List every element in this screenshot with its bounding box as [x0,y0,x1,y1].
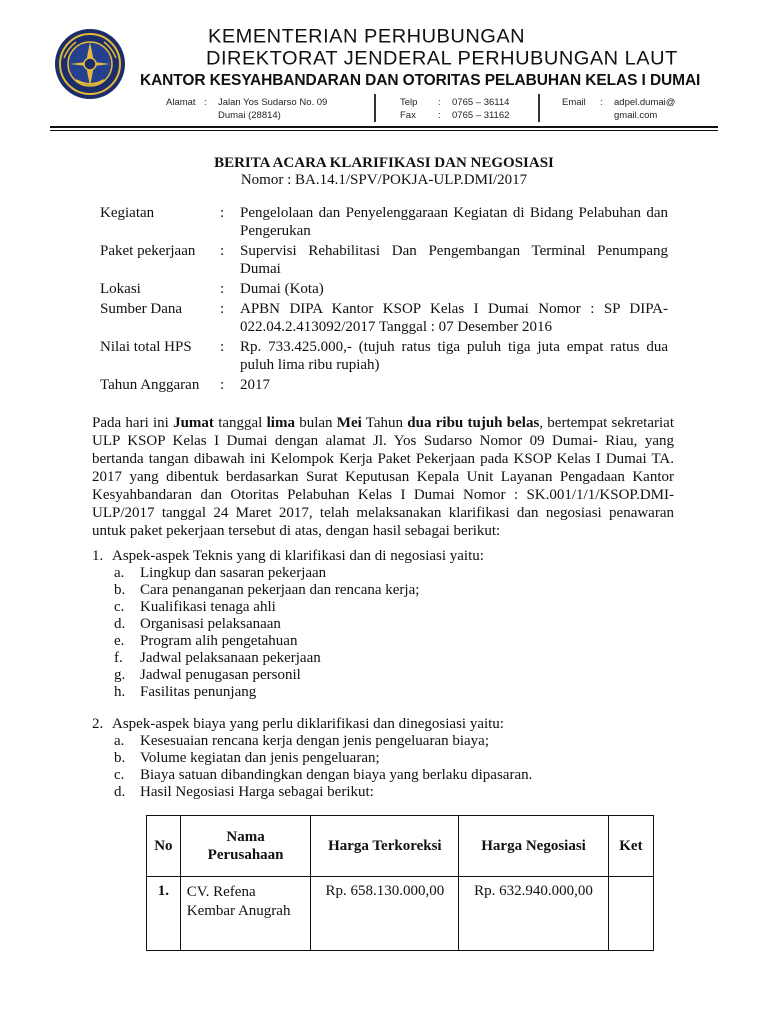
info-row [100,204,668,240]
info-table [100,204,668,396]
list-item: c. Biaya satuan dibandingkan dengan biaya yang berlaku dipasaran. [114,767,533,783]
table-row [147,877,654,951]
technical-aspects-list [92,548,692,701]
cost-aspects-list [92,716,692,801]
cell-corrected-price: Rp. 658.130.000,00 [311,877,459,951]
email-label: Email [562,97,586,108]
letterhead-office: KANTOR KESYAHBANDARAN DAN OTORITAS PELABUHAN KELAS I DUMAI [140,72,701,89]
cell-negotiated-price: Rp. 632.940.000,00 [459,877,609,951]
list-item: c. Kualifikasi tenaga ahli [114,599,276,615]
contact-phone [400,96,509,122]
contact-email [562,96,675,122]
header-company: Nama Perusahaan [180,816,311,877]
letterhead-directorate: DIREKTORAT JENDERAL PERHUBUNGAN LAUT [206,48,678,70]
info-row [100,242,668,278]
address-label: Alamat [166,97,196,108]
year-bold: dua ribu tujuh belas [407,415,540,431]
info-row [100,280,668,298]
tel-sep: : [438,97,441,108]
letterhead-rule-thin [50,130,718,131]
list-item: h. Fasilitas penunjang [114,684,257,700]
table-header-row [147,816,654,877]
info-sep: : [220,339,225,355]
negotiation-result-table [146,815,654,951]
info-label: Kegiatan [100,205,155,221]
list-item: g. Jadwal penugasan personil [114,667,301,683]
document-title: BERITA ACARA KLARIFIKASI DAN NEGOSIASI [214,155,554,171]
info-sep: : [220,205,225,221]
list-item: d. Organisasi pelaksanaan [114,616,281,632]
info-sep: : [220,243,225,259]
info-value: 2017 [240,377,270,393]
fax-label: Fax [400,110,416,121]
list-item: e. Program alih pengetahuan [114,633,298,649]
contact-divider [538,94,540,122]
address-line2: Dumai (28814) [218,110,281,121]
header-corrected-price: Harga Terkoreksi [311,816,459,877]
info-row [100,300,668,336]
header-negotiated-price: Harga Negosiasi [459,816,609,877]
info-label: Nilai total HPS [100,339,192,355]
contact-divider [374,94,376,122]
address-line1: Jalan Yos Sudarso No. 09 [218,97,328,108]
info-row [100,376,668,394]
cell-company: CV. Refena Kembar Anugrah [180,877,311,951]
tel-value: 0765 – 36114 [452,97,510,108]
list-heading: Aspek-aspek Teknis yang di klarifikasi dan di negosiasi yaitu: [112,548,484,564]
email-line1: adpel.dumai@ [614,97,676,108]
email-line2: gmail.com [614,110,658,121]
header-notes: Ket [608,816,653,877]
info-label: Sumber Dana [100,301,183,317]
list-number: 1. [92,548,104,564]
document-number: Nomor : BA.14.1/SPV/POKJA-ULP.DMI/2017 [240,172,528,188]
info-sep: : [220,377,225,393]
email-sep: : [600,97,603,108]
cell-no: 1. [147,877,181,951]
letterhead-ministry: KEMENTERIAN PERHUBUNGAN [208,26,526,48]
list-number: 2. [92,716,104,732]
list-heading: Aspek-aspek biaya yang perlu diklarifikasi dan dinegosiasi yaitu: [112,716,504,732]
list-item: f. Jadwal pelaksanaan pekerjaan [114,650,321,666]
header-no: No [147,816,181,877]
info-value: Dumai (Kota) [240,281,324,297]
info-value: Supervisi Rehabilitasi Dan Pengembangan Terminal Penumpang Dumai [240,243,668,277]
list-item: b. Volume kegiatan dan jenis pengeluaran; [114,750,380,766]
info-row [100,338,668,374]
info-value: APBN DIPA Kantor KSOP Kelas I Dumai Nomor : SP DIPA-022.04.2.413092/2017 Tanggal : 07 Desember 2016 [240,301,668,335]
month-bold: Mei [336,415,362,431]
info-value: Rp. 733.425.000,- (tujuh ratus tiga puluh tiga juta empat ratus dua puluh lima ribu rupiah) [240,339,668,373]
info-label: Lokasi [100,281,141,297]
info-sep: : [220,301,225,317]
body-paragraph: Pada hari ini Jumat tanggal lima bulan Mei Tahun dua ribu tujuh belas, bertempat sekretariat ULP KSOP Kelas I Dumai dengan alamat Jl. Yos Sudarso Nomor 09 Dumai- Riau, yang bertanda tangan dibawah ini Kelompok Kerja Paket Pekerjaan pada KSOP Kelas I Dumai TA. 2017 yang dibentuk berdasarkan Surat Keputusan Kepala Unit Layanan Pengadaan Kantor Kesyahbandaran dan Otoritas Pelabuhan Kelas I Dumai Nomor : SK.001/1/1/KSOP.DMI-ULP/2017 tanggal 24 Maret 2017, telah melaksanakan klarifikasi dan negosiasi penawaran untuk paket pekerjaan tersebut di atas, dengan hasil sebagai berikut: [92,415,674,539]
info-value: Pengelolaan dan Penyelenggaraan Kegiatan di Bidang Pelabuhan dan Pengerukan [240,205,668,239]
letterhead-rule [50,126,718,128]
list-item: a. Kesesuaian rencana kerja dengan jenis pengeluaran biaya; [114,733,489,749]
date-bold: lima [266,415,295,431]
list-item: a. Lingkup dan sasaran pekerjaan [114,565,327,581]
ministry-logo-icon [54,28,126,100]
fax-value: 0765 – 31162 [452,110,510,121]
info-sep: : [220,281,225,297]
fax-sep: : [438,110,441,121]
list-item: b. Cara penanganan pekerjaan dan rencana kerja; [114,582,420,598]
tel-label: Telp [400,97,418,108]
list-item: d. Hasil Negosiasi Harga sebagai berikut: [114,784,374,800]
contact-address [166,96,327,122]
info-label: Tahun Anggaran [100,377,200,393]
info-label: Paket pekerjaan [100,243,196,259]
day-bold: Jumat [173,415,214,431]
cell-notes [608,877,653,951]
address-sep: : [204,97,207,108]
